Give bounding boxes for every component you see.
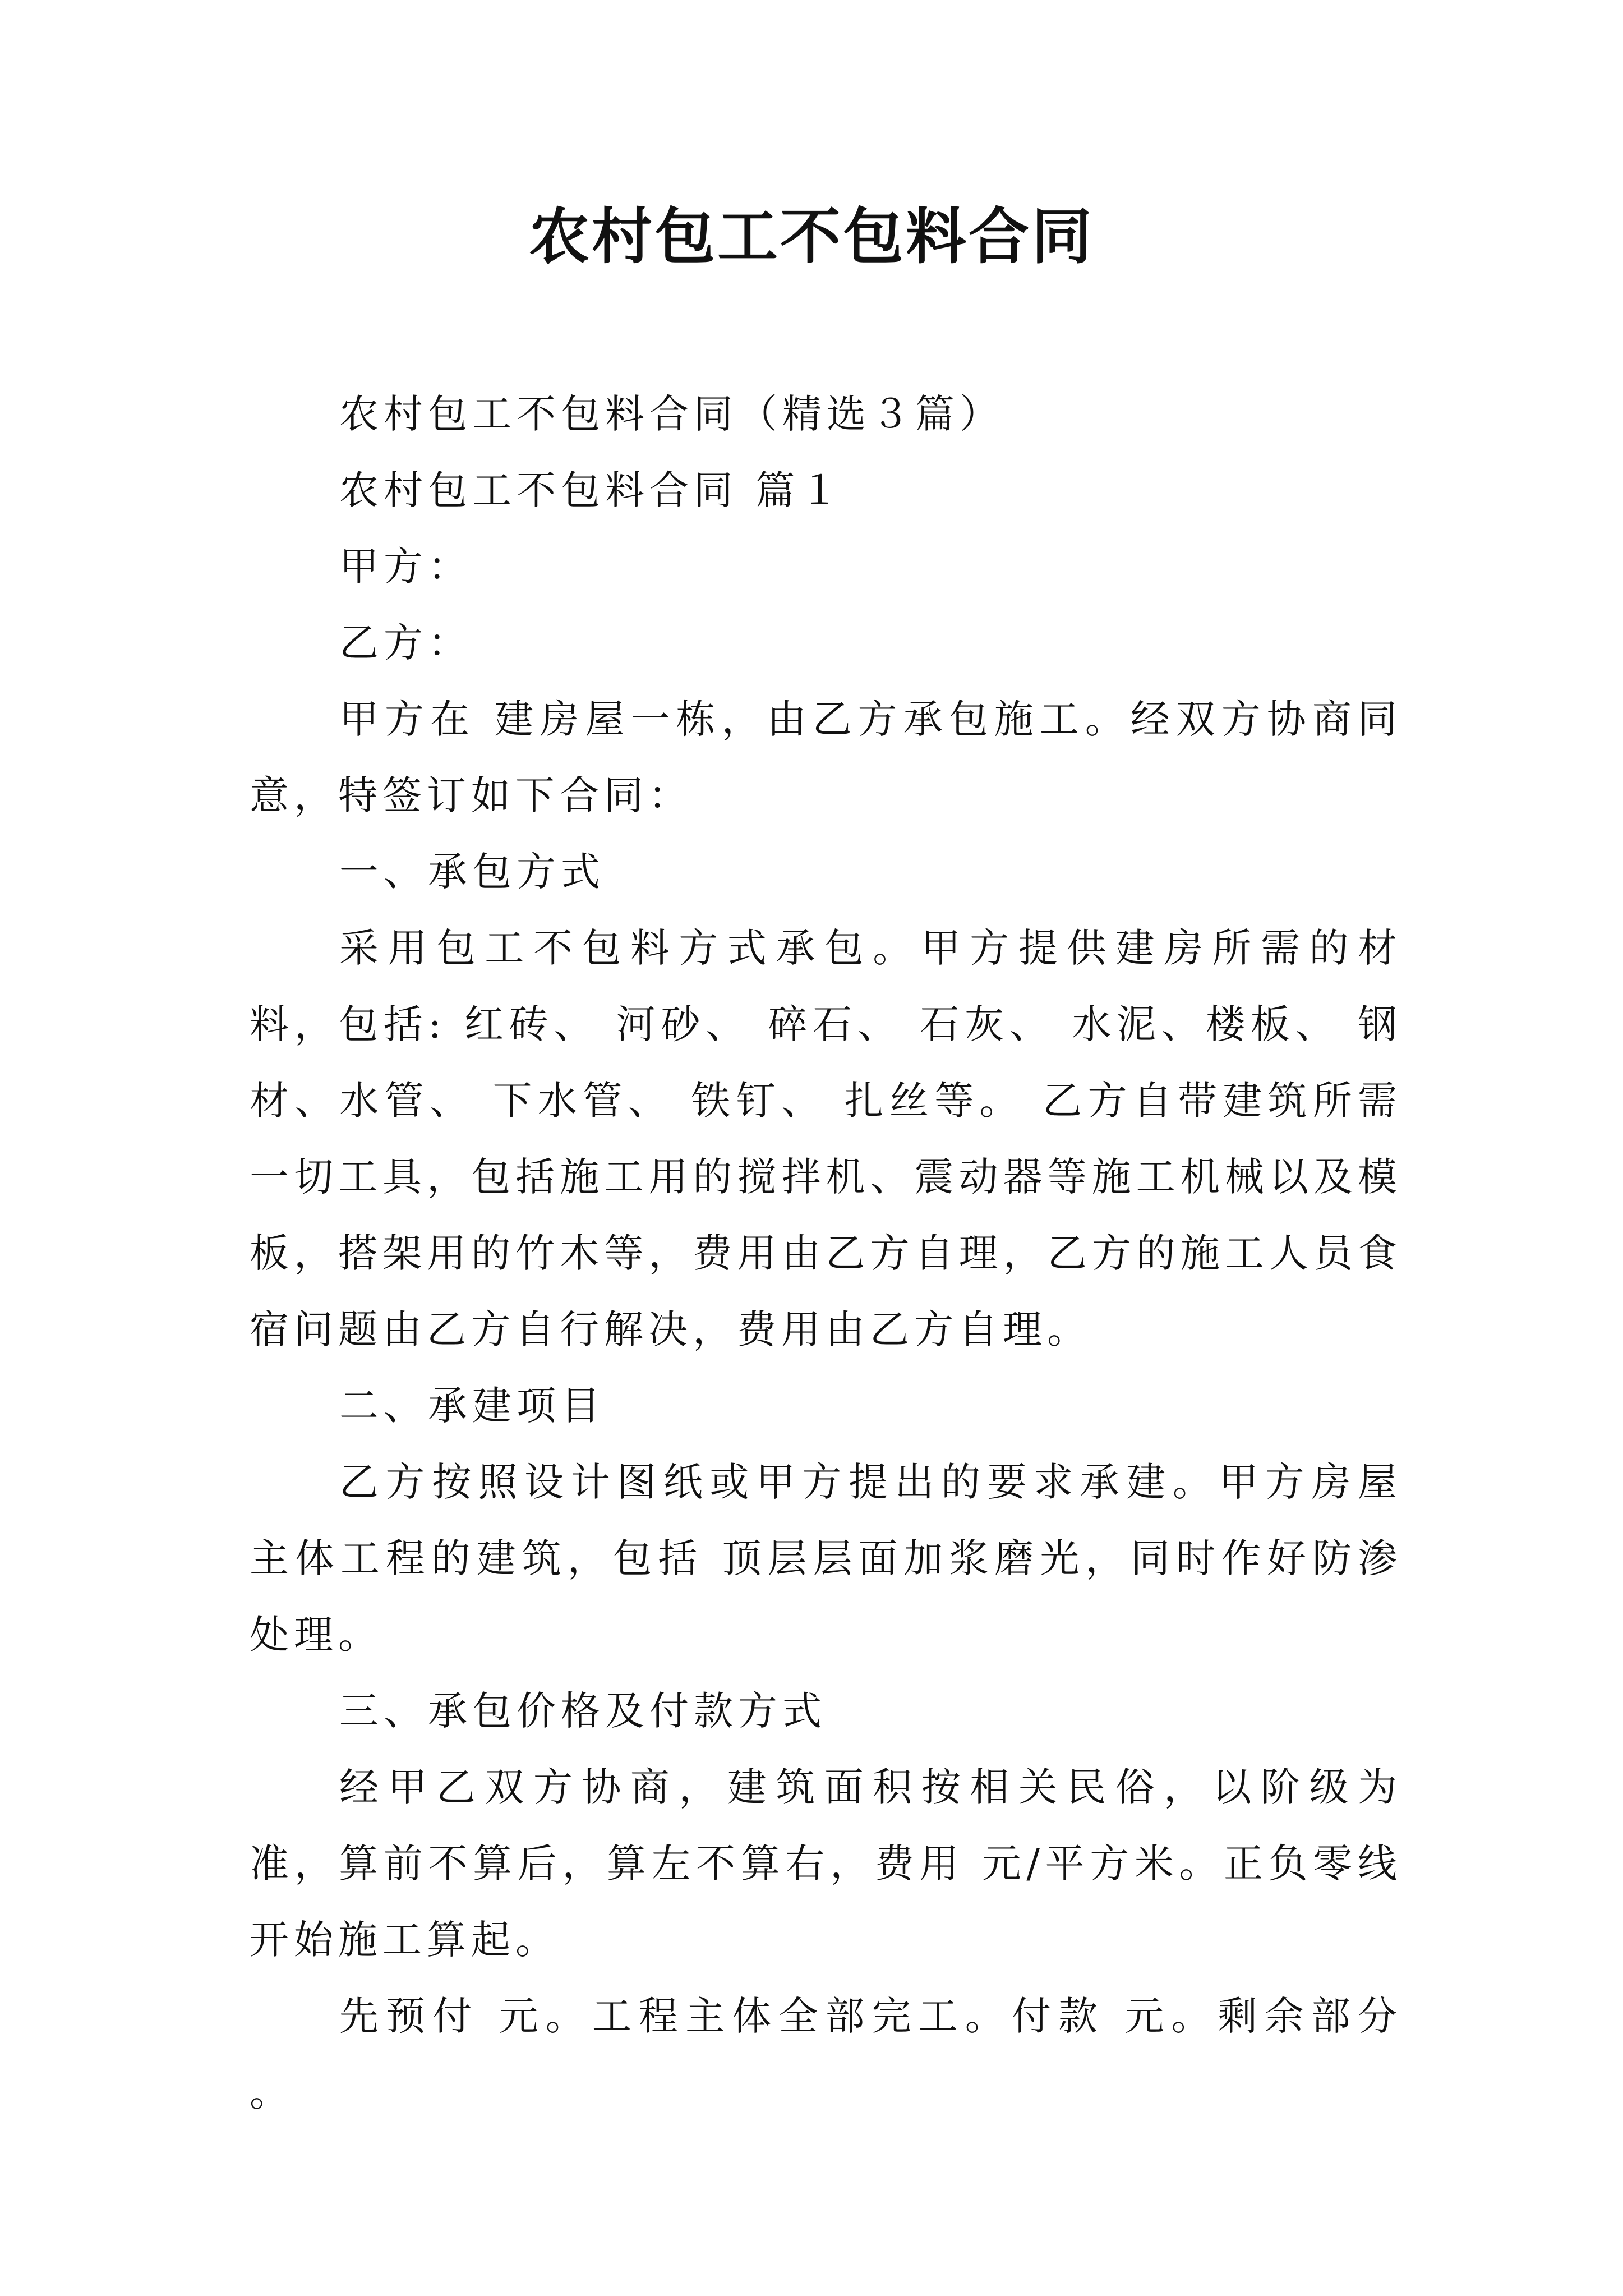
paragraph-project: 乙方按照设计图纸或甲方提出的要求承建。甲方房屋主体工程的建筑，包括 顶层层面加浆磨光，同时作好防渗处理。 (250, 1459, 1402, 1658)
paragraph-contract-method: 采用包工不包料方式承包。甲方提供建房所需的材料，包括: 红砖、 河砂、 碎石、 石灰、 水泥、楼板、 钢材、水管、 下水管、 铁钉、 扎丝等。 乙方自带建筑所需一切工具，包括施工用的搅拌机、震动器等施工机械以及模板，搭架用的竹木等，费用由乙方自理，乙方的施工人员食宿问题由乙方自行解决，费用由乙方自理。 (250, 925, 1402, 1352)
paragraph-party-a: 甲方： (339, 544, 472, 590)
paragraph-party-b: 乙方： (339, 620, 472, 666)
document-title: 农村包工不包料合同 (528, 201, 1094, 272)
paragraph-payment: 先预付 元。工程主体全部完工。付款 元。剩余部分 。 (250, 1993, 1402, 2115)
heading-project: 二、承建项目 (339, 1383, 605, 1429)
document-body (250, 376, 1402, 2131)
heading-price-payment: 三、承包价格及付款方式 (339, 1688, 827, 1734)
paragraph-section-heading: 农村包工不包料合同 篇１ (339, 467, 845, 513)
heading-contract-method: 一、承包方式 (339, 849, 605, 895)
paragraph-subtitle: 农村包工不包料合同（精选３篇） (339, 391, 1004, 437)
paragraph-intro: 甲方在 建房屋一栋，由乙方承包施工。经双方协商同意，特签订如下合同： (250, 696, 1402, 818)
paragraph-price: 经甲乙双方协商，建筑面积按相关民俗，以阶级为准，算前不算后，算左不算右，费用 元/平方米。正负零线开始施工算起。 (250, 1764, 1402, 1963)
